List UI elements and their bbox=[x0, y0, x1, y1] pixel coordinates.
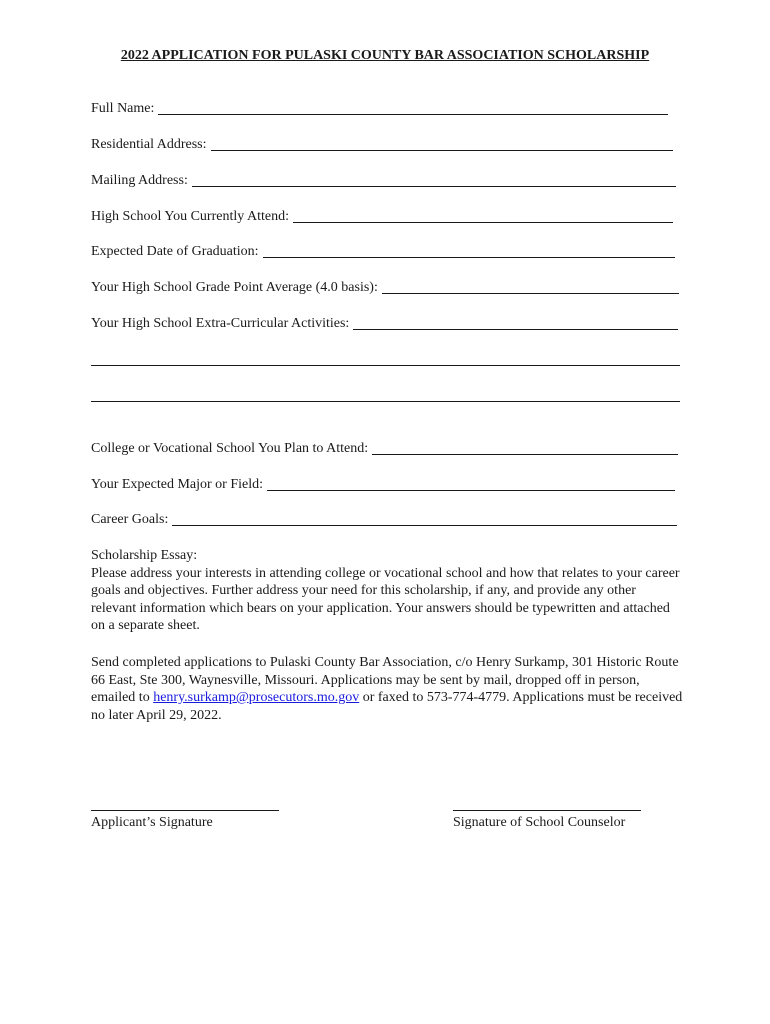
page-title: 2022 APPLICATION FOR PULASKI COUNTY BAR ASSOCIATION SCHOLARSHIP bbox=[120, 48, 650, 63]
high-school-input[interactable] bbox=[293, 208, 673, 223]
college-label: College or Vocational School You Plan to Attend: bbox=[91, 441, 369, 456]
activities-input[interactable] bbox=[353, 315, 678, 330]
career-goals-label: Career Goals: bbox=[91, 512, 169, 527]
mailing-address-label: Mailing Address: bbox=[91, 173, 188, 188]
residential-address-input[interactable] bbox=[211, 136, 674, 151]
applicant-signature-label: Applicant’s Signature bbox=[91, 815, 213, 830]
college-field bbox=[91, 438, 678, 458]
college-input[interactable] bbox=[372, 440, 678, 455]
graduation-date-label: Expected Date of Graduation: bbox=[91, 244, 259, 259]
activities-extra-line-2[interactable] bbox=[91, 401, 680, 402]
major-input[interactable] bbox=[267, 476, 675, 491]
applicant-signature-line[interactable] bbox=[91, 810, 279, 811]
full-name-label: Full Name: bbox=[91, 101, 155, 116]
activities-field bbox=[91, 313, 678, 333]
gpa-input[interactable] bbox=[382, 279, 679, 294]
career-goals-input[interactable] bbox=[172, 511, 677, 526]
activities-label: Your High School Extra-Curricular Activities: bbox=[91, 316, 350, 331]
essay-heading: Scholarship Essay: bbox=[91, 548, 198, 563]
high-school-field bbox=[91, 206, 673, 226]
essay-section bbox=[91, 547, 683, 635]
submission-instructions bbox=[91, 654, 683, 724]
mailing-address-input[interactable] bbox=[192, 172, 676, 187]
career-goals-field bbox=[91, 509, 677, 529]
mailing-address-field bbox=[91, 170, 676, 190]
counselor-signature-label: Signature of School Counselor bbox=[453, 815, 626, 830]
gpa-label: Your High School Grade Point Average (4.0 basis): bbox=[91, 280, 378, 295]
graduation-date-field bbox=[91, 241, 675, 261]
major-field bbox=[91, 474, 675, 494]
full-name-input[interactable] bbox=[158, 100, 668, 115]
major-label: Your Expected Major or Field: bbox=[91, 477, 263, 492]
essay-instructions: Please address your interests in attending college or vocational school and how that relates to your career goals and objectives. Further address your need for this scholarship, if any, and provide any other relevant information which bears on your application. Your answers should be typewritten and attached on a separate sheet. bbox=[91, 565, 680, 633]
email-link[interactable]: henry.surkamp@prosecutors.mo.gov bbox=[153, 690, 360, 705]
submission-text-before: Send completed applications to Pulaski County Bar Association, c/o Henry Surkamp, 301 Historic Route 66 East, Ste 300, Waynesville, Missouri. Applications may be sent by mail, dropped off in person, emailed to bbox=[91, 655, 679, 705]
residential-address-field bbox=[91, 134, 673, 154]
counselor-signature-line[interactable] bbox=[453, 810, 641, 811]
residential-address-label: Residential Address: bbox=[91, 137, 207, 152]
high-school-label: High School You Currently Attend: bbox=[91, 209, 289, 224]
graduation-date-input[interactable] bbox=[263, 243, 675, 258]
submission-text-after: or faxed to 573-774-4779. Applications must be received no later April 29, 2022. bbox=[91, 690, 683, 723]
activities-extra-line-1[interactable] bbox=[91, 365, 680, 366]
full-name-field bbox=[91, 98, 668, 118]
gpa-field bbox=[91, 277, 679, 297]
